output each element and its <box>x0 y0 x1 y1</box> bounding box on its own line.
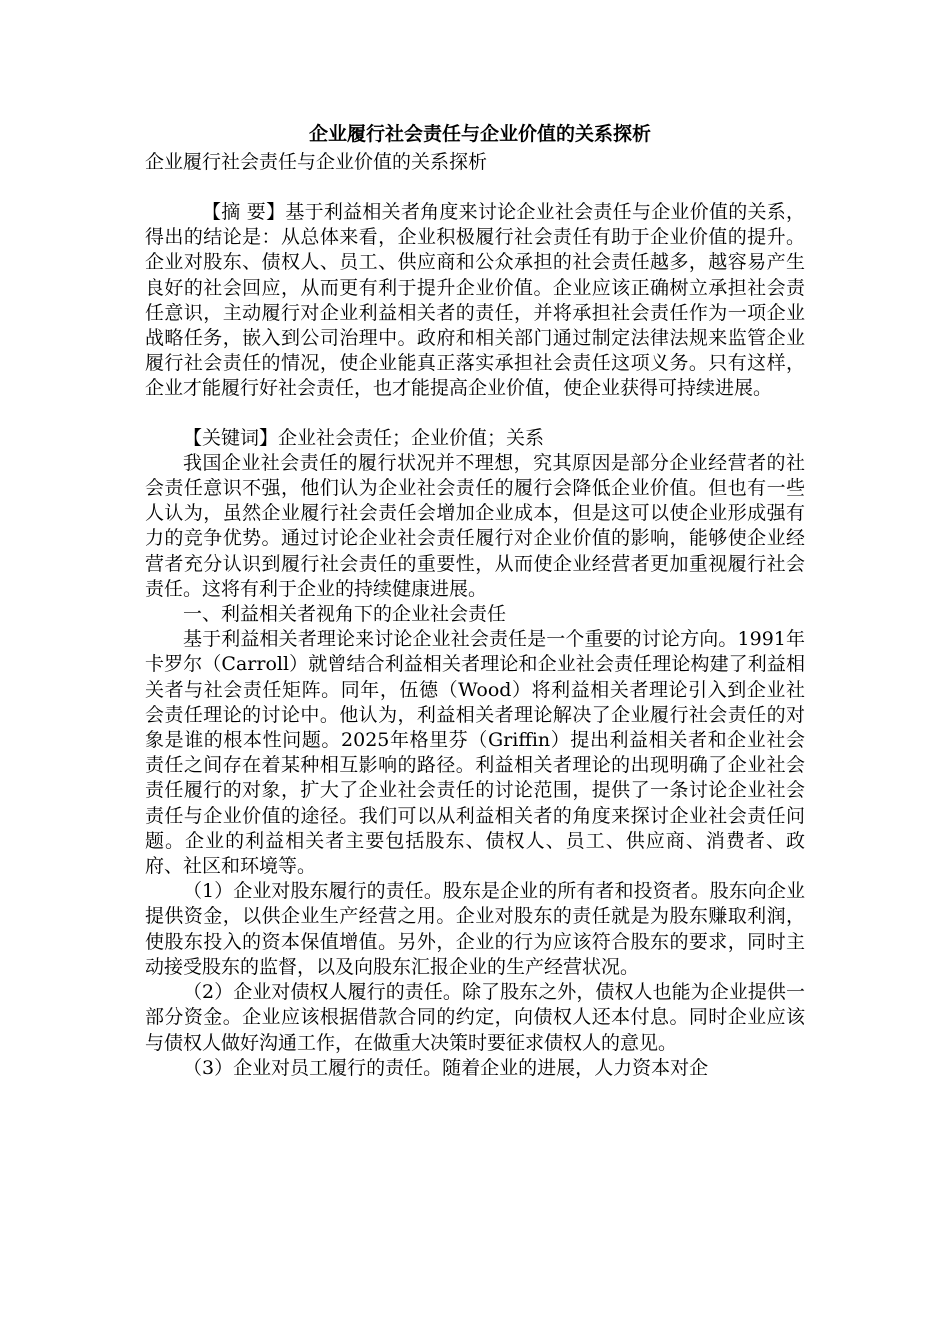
section-heading-stakeholders: 一、利益相关者视角下的企业社会责任 <box>183 603 507 626</box>
body-paragraph-employees: （3）企业对员工履行的责任。随着企业的进展，人力资本对企 <box>183 1056 709 1079</box>
body-paragraph-stakeholder-theory: 基于利益相关者理论来讨论企业社会责任是一个重要的讨论方向。1991年卡罗尔（Carroll）就曾结合利益相关者理论和企业社会责任理论构建了利益相关者与社会责任矩阵。同年，伍德（Wood）将利益相关者理论引入到企业社会责任理论的讨论中。他认为，利益相关者理论解决了企业履行社会责任的对象是谁的根本性问题。2025年格里芬（Griffin）提出利益相关者和企业社会责任之间存在着某种相互影响的路径。利益相关者理论的出现明确了企业社会责任履行的对象，扩大了企业社会责任的讨论范围，提供了一条讨论企业社会责任与企业价值的途径。我们可以从利益相关者的角度来探讨企业社会责任问题。企业的利益相关者主要包括股东、债权人、员工、供应商、消费者、政府、社区和环境等。 <box>145 628 805 878</box>
body-paragraph-shareholders: （1）企业对股东履行的责任。股东是企业的所有者和投资者。股东向企业提供资金，以供企业生产经营之用。企业对股东的责任就是为股东赚取利润，使股东投入的资本保值增值。另外，企业的行为应该符合股东的要求，同时主动接受股东的监督，以及向股东汇报企业的生产经营状况。 <box>145 880 805 978</box>
keywords-paragraph: 【关键词】企业社会责任；企业价值；关系 <box>183 426 545 449</box>
document-title: 企业履行社会责任与企业价值的关系探析 <box>308 123 651 145</box>
document-page <box>145 120 805 1081</box>
body-paragraph-creditors: （2）企业对债权人履行的责任。除了股东之外，债权人也能为企业提供一部分资金。企业应该根据借款合同的约定，向债权人还本付息。同时企业应该与债权人做好沟通工作，在做重大决策时要征求债权人的意见。 <box>145 981 805 1054</box>
abstract-paragraph: 【摘 要】基于利益相关者角度来讨论企业社会责任与企业价值的关系，得出的结论是：从总体来看，企业积极履行社会责任有助于企业价值的提升。企业对股东、债权人、员工、供应商和公众承担的社会责任越多，越容易产生良好的社会回应，从而更有利于提升企业价值。企业应该正确树立承担社会责任意识，主动履行对企业利益相关者的责任，并将承担社会责任作为一项企业战略任务，嵌入到公司治理中。政府和相关部门通过制定法律法规来监管企业履行社会责任的情况，使企业能真正落实承担社会责任这项义务。只有这样，企业才能履行好社会责任，也才能提高企业价值，使企业获得可持续进展。 <box>145 201 805 400</box>
body-paragraph-intro: 我国企业社会责任的履行状况并不理想，究其原因是部分企业经营者的社会责任意识不强，他们认为企业社会责任的履行会降低企业价值。但也有一些人认为，虽然企业履行社会责任会增加企业成本，但是这可以使企业形成强有力的竞争优势。通过讨论企业社会责任履行对企业价值的影响，能够使企业经营者充分认识到履行社会责任的重要性，从而使企业经营者更加重视履行社会责任。这将有利于企业的持续健康进展。 <box>145 451 805 600</box>
document-subtitle: 企业履行社会责任与企业价值的关系探析 <box>145 151 488 173</box>
